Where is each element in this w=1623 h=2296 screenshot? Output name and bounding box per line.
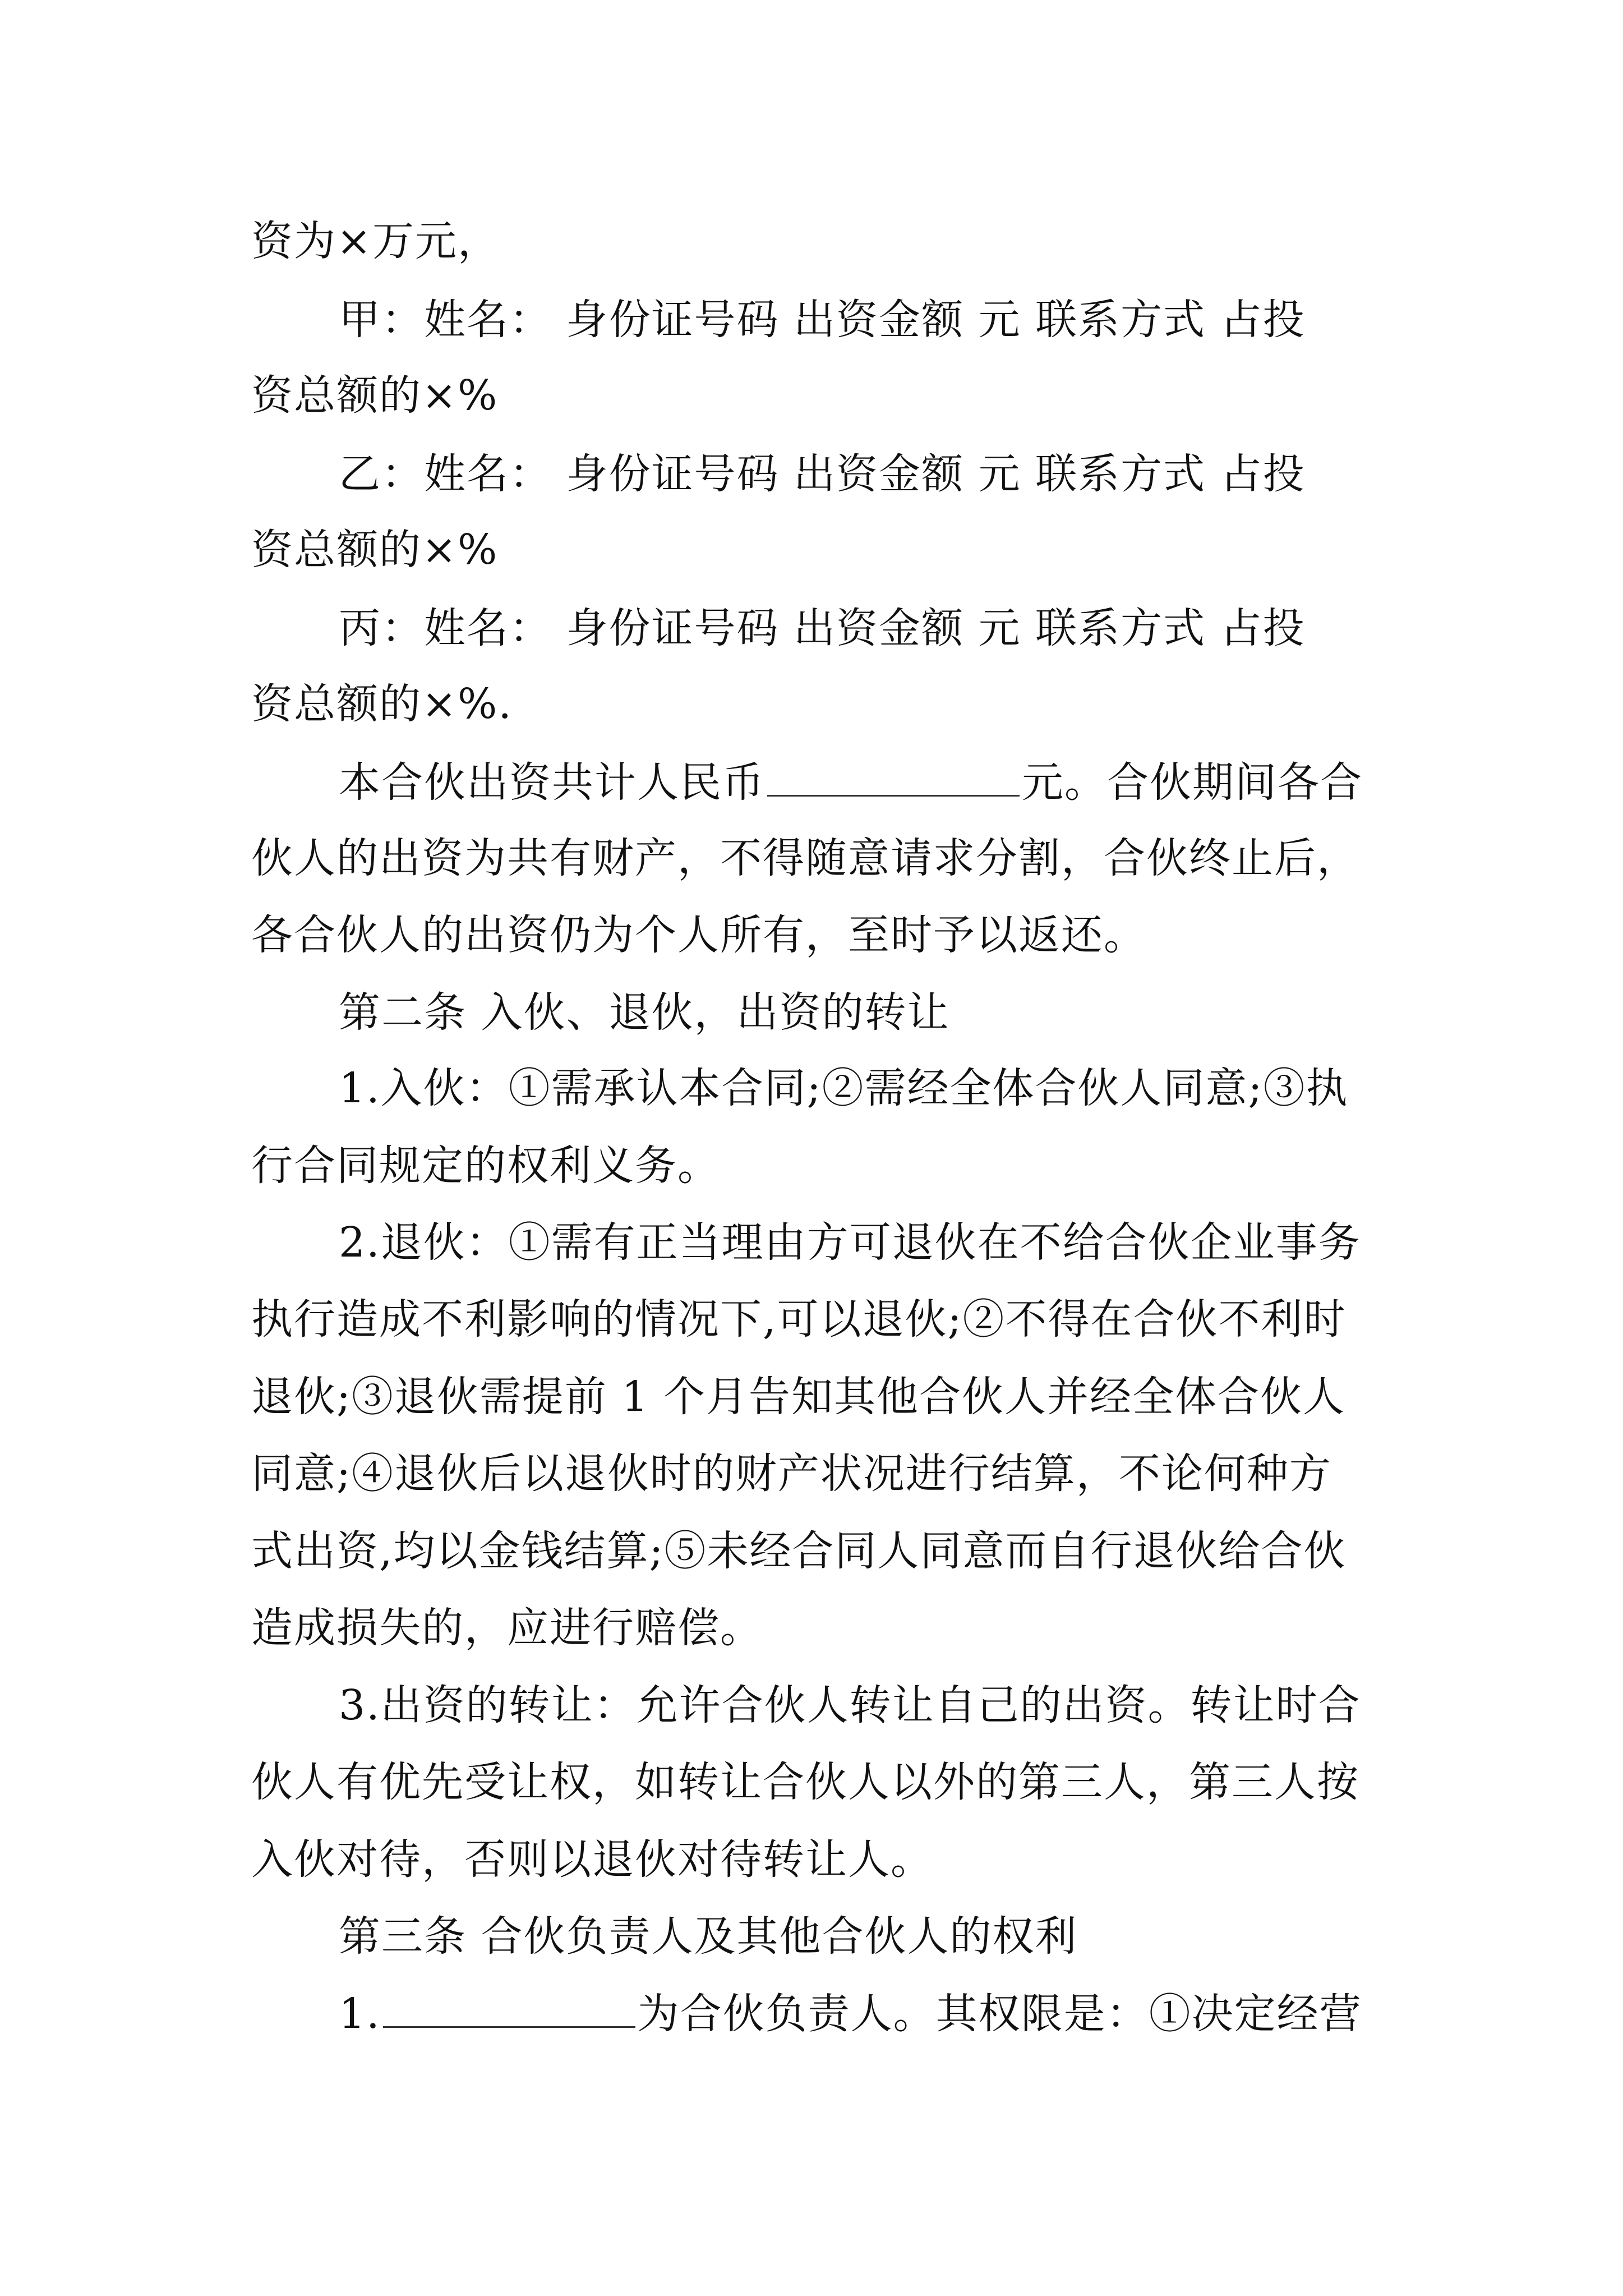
text-fragment: 为合伙负责人。其权限是：①决定经营	[637, 1990, 1362, 2038]
text-fragment: 本合伙出资共计人民币	[339, 758, 765, 807]
text-line: 执行造成不利影响的情况下,可以退伙;②不得在合伙不利时	[251, 1295, 1347, 1343]
text-line: 2.退伙：①需有正当理由方可退伙在不给合伙企业事务	[339, 1218, 1361, 1267]
text-fragment: 1.	[339, 1990, 381, 2038]
text-fragment: 元。合伙期间各合	[1022, 758, 1363, 807]
name-blank	[383, 1987, 635, 2028]
text-line: 行合同规定的权利义务。	[251, 1142, 720, 1190]
text-line: 退伙;③退伙需提前 1 个月告知其他合伙人并经全体合伙人	[251, 1373, 1346, 1421]
text-line: 1.入伙：①需承认本合同;②需经全体合伙人同意;③执	[339, 1064, 1349, 1112]
text-line: 入伙对待，否则以退伙对待转让人。	[251, 1835, 933, 1884]
text-line: 各合伙人的出资仍为个人所有，至时予以返还。	[251, 911, 1146, 959]
text-line: 资总额的×%.	[251, 680, 513, 728]
partner-b-line: 乙：姓名： 身份证号码 出资金额 元 联系方式 占投	[339, 450, 1306, 498]
article-heading: 第三条 合伙负责人及其他合伙人的权利	[339, 1912, 1078, 1961]
partner-a-line: 甲：姓名： 身份证号码 出资金额 元 联系方式 占投	[339, 296, 1306, 344]
text-line: 资总额的×%	[251, 371, 499, 420]
text-line: 伙人有优先受让权，如转让合伙人以外的第三人，第三人按	[251, 1758, 1359, 1806]
total-capital-line	[339, 754, 1505, 811]
text-line: 造成损失的，应进行赔偿。	[251, 1604, 763, 1652]
text-line: 式出资,均以金钱结算;⑤未经合同人同意而自行退伙给合伙	[251, 1527, 1347, 1575]
text-line: 资为×万元，	[251, 217, 501, 265]
amount-blank	[767, 756, 1020, 797]
responsible-partner-line	[339, 1986, 1505, 2042]
article-heading: 第二条 入伙、退伙，出资的转让	[339, 988, 950, 1037]
text-line: 伙人的出资为共有财产，不得随意请求分割，合伙终止后，	[251, 834, 1359, 882]
partner-c-line: 丙：姓名： 身份证号码 出资金额 元 联系方式 占投	[339, 604, 1306, 652]
text-line: 3.出资的转让：允许合伙人转让自己的出资。转让时合	[339, 1681, 1361, 1729]
text-line: 资总额的×%	[251, 526, 499, 574]
text-line: 同意;④退伙后以退伙时的财产状况进行结算，不论何种方	[251, 1450, 1332, 1498]
